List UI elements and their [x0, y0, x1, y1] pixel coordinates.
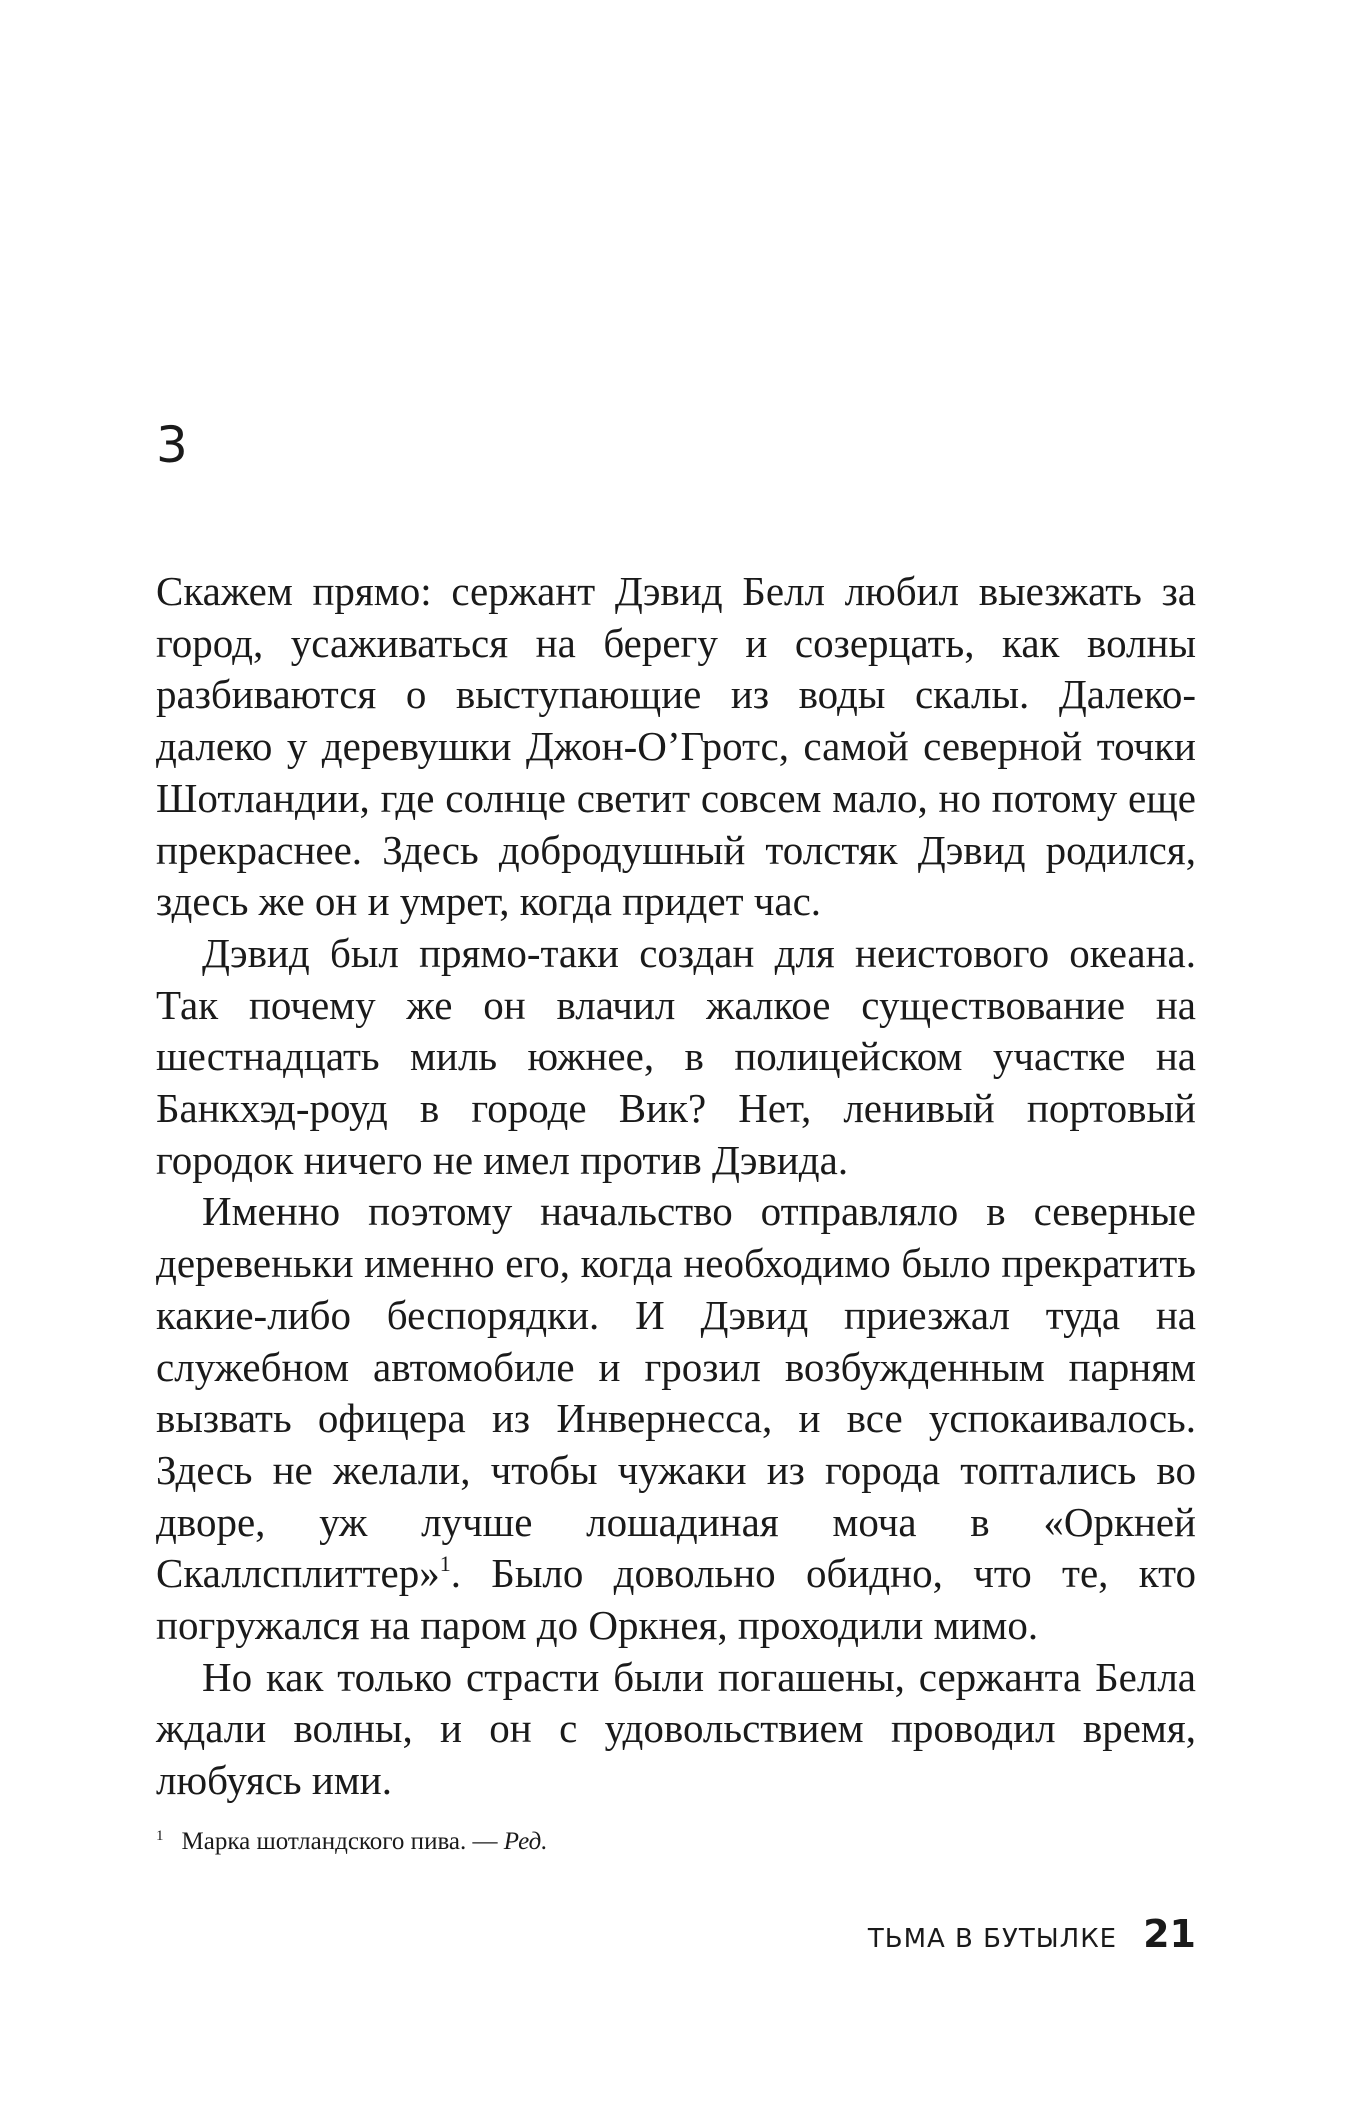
paragraph-2: Дэвид был прямо-таки создан для неистового океана. Так почему же он влачил жалкое существование на шестнадцать миль южнее, в полицейском участке на Банкхэд-роуд в городе Вик? Нет, ленивый портовый городок ничего не имел против Дэвида.	[156, 929, 1196, 1183]
chapter-number: 3	[156, 416, 188, 474]
page-number: 21	[1143, 1912, 1196, 1956]
running-footer	[868, 1912, 1196, 1956]
footnote-text: Марка шотландского пива. —	[181, 1828, 504, 1855]
running-title: ТЬМА В БУТЫЛКЕ	[867, 1924, 1118, 1954]
footnote-mark: 1	[156, 1828, 164, 1844]
paragraph-3	[156, 1186, 1196, 1651]
paragraph-4: Но как только страсти были погашены, сержанта Белла ждали волны, и он с удовольствием проводил время, любуясь ими.	[156, 1653, 1196, 1804]
footnote-source: Ред.	[503, 1828, 548, 1855]
chapter-body	[156, 566, 1196, 1807]
paragraph-1: Скажем прямо: сержант Дэвид Белл любил выезжать за город, усаживаться на берегу и созерцать, как волны разбиваются о выступающие из воды скалы. Далеко-далеко у деревушки Джон-О’Гротс, самой северной точки Шотландии, где солнце светит совсем мало, но потому еще прекраснее. Здесь добродушный толстяк Дэвид родился, здесь же он и умрет, когда придет час.	[156, 568, 1196, 925]
paragraph-3-text: Именно поэтому начальство отправляло в северные деревеньки именно его, когда необходимо было прекратить какие-либо беспорядки. И Дэвид приезжал туда на служебном автомобиле и грозил возбужденным парням вызвать офицера из Инвернесса, и все успокаивалось. Здесь не желали, чтобы чужаки из города топтались во дворе, уж лучше лошадиная моча в «Оркней Скаллсплиттер»	[156, 1188, 1196, 1597]
footnote-reference[interactable]: 1	[439, 1551, 451, 1577]
paragraph-3-tail: . Было довольно обидно, что те, кто погружался на паром до Оркнея, проходили мимо.	[156, 1550, 1196, 1649]
footnote	[156, 1820, 1196, 1858]
